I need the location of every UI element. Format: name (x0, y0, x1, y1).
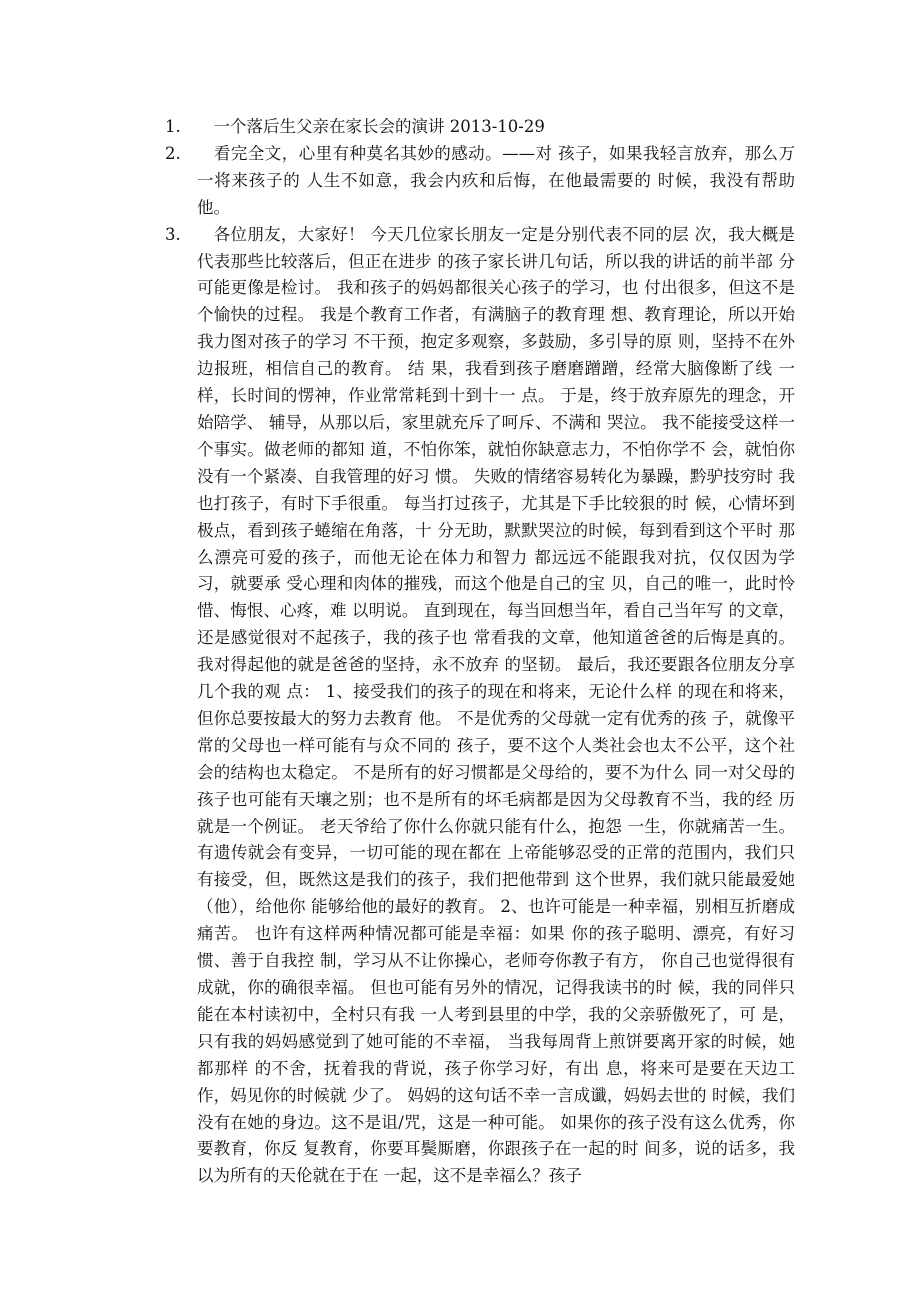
list-number: 1. (165, 117, 181, 136)
list-number: 3. (165, 224, 181, 244)
list-item-text: 各位朋友，大家好！ 今天几位家长朋友一定是分别代表不同的层 次，我大概是代表那些比较落后，但正在进步 的孩子家长讲几句话，所以我的讲话的前半部 分可能更像是检讨。 我和孩子的妈妈都很关心孩子的学习，也 付出很多，但这不是个愉快的过程。 我是个教育工作者，有满脑子的教育理 想、教育理论，所以开始我力图对孩子的学习 不干预，抱定多观察，多鼓励，多引导的原 则，坚持不在外边报班，相信自己的教育。 结 果，我看到孩子磨磨蹭蹭，经常大脑像断了线 一样，长时间的愣神，作业常常耗到十到十一 点。 于是，终于放弃原先的理念，开始陪学、 辅导，从那以后，家里就充斥了呵斥、不满和 哭泣。 我不能接受这样一个事实。做老师的都知 道，不怕你笨，就怕你缺意志力，不怕你学不 会，就怕你没有一个紧凑、自我管理的好习 惯。 失败的情绪容易转化为暴躁，黔驴技穷时 我也打孩子，有时下手很重。 每当打过孩子，尤其是下手比较狠的时 候，心情坏到极点，看到孩子蜷缩在角落，十 分无助，默默哭泣的时候，每到看到这个平时 那么漂亮可爱的孩子，而他无论在体力和智力 都远远不能跟我对抗，仅仅因为学习，就要承 受心理和肉体的摧残，而这个他是自己的宝 贝，自己的唯一，此时怜惜、悔恨、心疼，难 以明说。 直到现在，每当回想当年，看自己当年写 的文章，还是感觉很对不起孩子，我的孩子也 常看我的文章，他知道爸爸的后悔是真的。 我对得起他的就是爸爸的坚持，永不放弃 的坚韧。 最后，我还要跟各位朋友分享几个我的观 点： 1、接受我们的孩子的现在和将来，无论什么样 的现在和将来，但你总要按最大的努力去教育 他。 不是优秀的父母就一定有优秀的孩 子，就像平常的父母也一样可能有与众不同的 孩子，要不这个人类社会也太不公平，这个社 会的结构也太稳定。 不是所有的好习惯都是父母给的，要不为什么 同一对父母的孩子也可能有天壤之别；也不是所有的坏毛病都是因为父母教育不当，我的经 历就是一个例证。 老天爷给了你什么你就只能有什么，抱怨 一生，你就痛苦一生。 有遗传就会有变异，一切可能的现在都在 上帝能够忍受的正常的范围内，我们只有接受，但，既然这是我们的孩子，我们把他带到 这个世界，我们就只能最爱她（他），给他你 能够给他的最好的教育。 2、也许可能是一种幸福，别相互折磨成痛苦。 也许有这样两种情况都可能是幸福：如果 你的孩子聪明、漂亮，有好习惯、善于自我控 制，学习从不让你操心，老师夸你教子有方， 你自己也觉得很有成就，你的确很幸福。 但也可能有另外的情况，记得我读书的时 候，我的同伴只能在本村读初中，全村只有我 一人考到县里的中学，我的父亲骄傲死了，可 是，只有我的妈妈感觉到了她可能的不幸福， 当我每周背上煎饼要离开家的时候，她都那样 的不舍，抚着我的背说，孩子你学习好，有出 息，将来可是要在天边工作，妈见你的时候就 少了。 妈妈的这句话不幸一言成谶，妈妈去世的 时候，我们没有在她的身边。这不是诅/咒，这是一种可能。 如果你的孩子没有这么优秀，你要教育，你反 复教育，你要耳鬓厮磨，你跟孩子在一起的时 间多，说的话多，我以为所有的天伦就在于在 一起，这不是幸福么？孩子 (197, 224, 795, 1186)
list-item-text: 看完全文，心里有种莫名其妙的感动。——对 孩子，如果我轻言放弃，那么万一将来孩子的 人生不如意，我会内疚和后悔，在他最需要的 时候，我没有帮助他。 (197, 143, 795, 217)
document-list (165, 114, 795, 1190)
list-item-2 (165, 141, 795, 222)
list-item-3 (165, 222, 795, 1191)
list-number: 2. (165, 143, 181, 163)
list-item-1 (165, 114, 795, 141)
list-item-text: 一个落后生父亲在家长会的演讲 2013-10-29 (197, 117, 545, 136)
